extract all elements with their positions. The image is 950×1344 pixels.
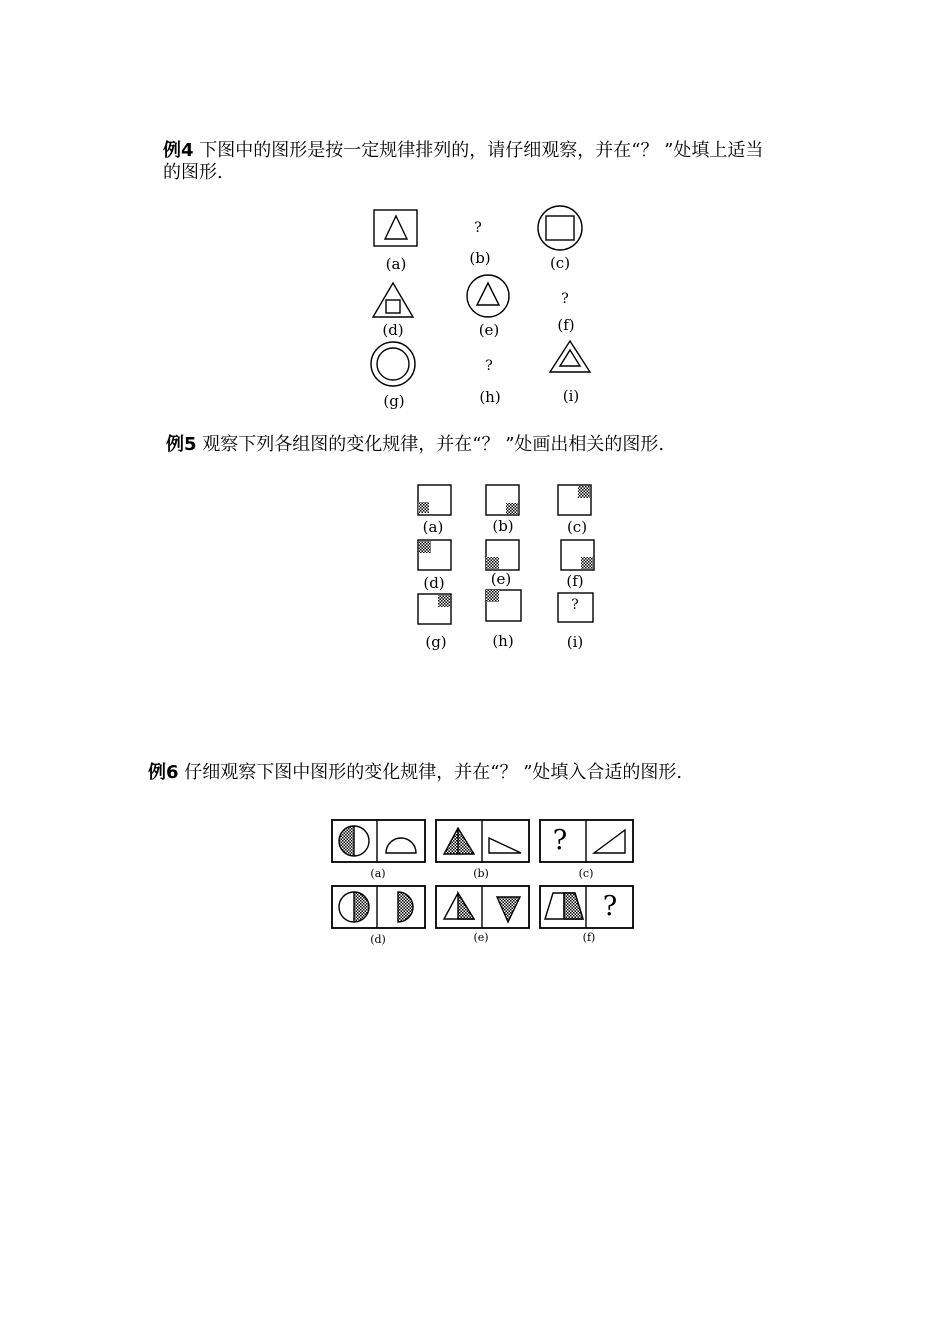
ex5-figure-d xyxy=(418,540,451,570)
ex4-label: 例4 xyxy=(163,140,194,161)
ex5-text: 观察下列各组图的变化规律，并在“？ ”处画出相关的图形. xyxy=(202,434,665,455)
ex4-figure-a xyxy=(374,210,417,246)
ex5-figure-a xyxy=(418,485,451,515)
ex4-question-mark-b: ? xyxy=(474,220,482,236)
ex5-label-i: (i) xyxy=(566,633,584,651)
ex6-figure-b xyxy=(436,820,529,862)
ex6-figure-a xyxy=(332,820,425,862)
ex5-figure-g xyxy=(418,594,451,624)
ex5-figure-e xyxy=(486,540,519,570)
ex5-figure-h xyxy=(486,590,521,621)
ex4-text-line2: 的图形. xyxy=(163,162,223,183)
ex4-figure-i xyxy=(550,341,590,372)
ex6-label-d: (d) xyxy=(370,933,386,946)
ex5-question-mark-i: ? xyxy=(571,597,579,613)
ex6-label-e: (e) xyxy=(473,931,489,944)
ex4-label-e: (e) xyxy=(478,321,500,339)
ex5-figure-b xyxy=(486,485,519,515)
ex4-text-line1: 下图中的图形是按一定规律排列的，请仔细观察，并在“？ ”处填上适当 xyxy=(199,140,764,161)
ex6-question-mark-c: ? xyxy=(552,825,568,856)
ex5-label-b: (b) xyxy=(492,517,514,535)
ex6-question-mark-f: ? xyxy=(602,891,618,922)
ex5-label: 例5 xyxy=(166,434,197,455)
ex5-label-f: (f) xyxy=(566,572,584,590)
ex4-figure-e xyxy=(467,275,509,317)
ex4-figure-d xyxy=(373,283,413,317)
ex4-question-mark-h: ? xyxy=(485,358,493,374)
ex5-label-h: (h) xyxy=(492,632,514,650)
ex5-label-g: (g) xyxy=(425,633,447,651)
ex4-label-h: (h) xyxy=(479,388,501,406)
ex4-figure-c xyxy=(538,206,582,250)
ex5-label-a: (a) xyxy=(422,518,444,536)
ex5-figure-c xyxy=(558,485,591,515)
ex4-label-f: (f) xyxy=(557,316,575,334)
ex6-label-f: (f) xyxy=(582,931,596,944)
ex4-label-b: (b) xyxy=(469,249,491,267)
ex4-label-g: (g) xyxy=(383,392,405,410)
ex4-label-a: (a) xyxy=(385,255,407,273)
ex6-label-b: (b) xyxy=(473,867,489,880)
ex4-label-c: (c) xyxy=(549,254,571,272)
ex6-figure-e xyxy=(436,886,529,928)
ex6-figure-d xyxy=(332,886,425,928)
ex6-label-a: (a) xyxy=(370,867,386,880)
ex6-text: 仔细观察下图中图形的变化规律，并在“？ ”处填入合适的图形. xyxy=(184,762,683,783)
ex4-question-mark-f: ? xyxy=(561,291,569,307)
ex5-label-e: (e) xyxy=(490,570,512,588)
ex5-label-c: (c) xyxy=(566,518,588,536)
ex6-label: 例6 xyxy=(148,762,179,783)
ex5-figure-f xyxy=(561,540,594,570)
ex5-label-d: (d) xyxy=(423,574,445,592)
ex4-figure-g xyxy=(371,342,415,386)
ex4-label-i: (i) xyxy=(562,387,580,405)
ex6-label-c: (c) xyxy=(578,867,594,880)
ex4-label-d: (d) xyxy=(382,321,404,339)
